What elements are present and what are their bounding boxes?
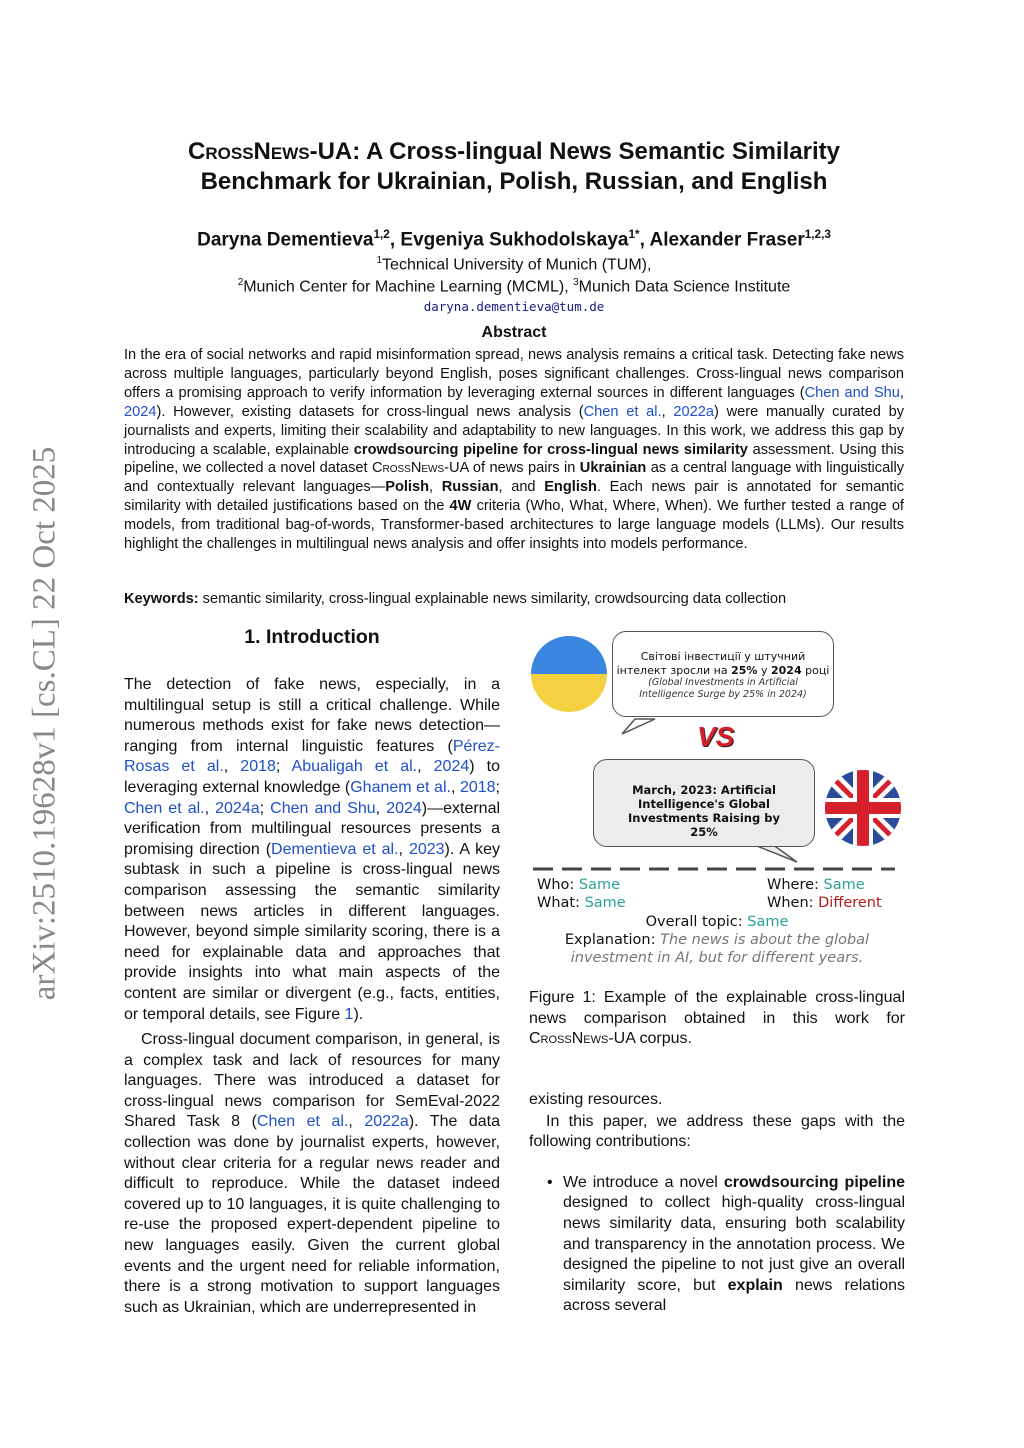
- affiliation-2: [100, 277, 928, 296]
- text-run: -UA corpus.: [608, 1030, 692, 1048]
- text-run: -UA of news pairs in: [444, 460, 580, 477]
- who-value: Same: [578, 877, 621, 893]
- text-run: ). However, existing datasets for cross-lingual news analysis (: [156, 403, 584, 420]
- text-run: ,: [204, 799, 216, 817]
- author-sup: 1,2: [373, 228, 390, 241]
- text-run: Figure 1: Example of the explainable cross-lingual news comparison obtained in this work for: [529, 989, 905, 1027]
- section-heading-introduction: 1. Introduction: [244, 626, 380, 648]
- text-run: , and: [498, 479, 545, 496]
- author-sep: ,: [389, 229, 401, 251]
- title-name: CrossNews: [188, 138, 310, 165]
- uk-headline-line1: Світові інвестиції у штучний: [640, 650, 806, 663]
- t: інтелект зросли на: [616, 663, 732, 677]
- author-sup: 1*: [628, 228, 640, 241]
- text-run: ,: [661, 403, 674, 420]
- what-label: What:: [537, 895, 580, 911]
- text-run: Ukrainian: [579, 460, 647, 477]
- citation-link[interactable]: 2024a: [215, 799, 260, 817]
- text-run: ,: [348, 1113, 365, 1131]
- aff-text: Munich Data Science Institute: [578, 278, 791, 296]
- arxiv-identifier: arXiv:2510.19628v1 [cs.CL] 22 Oct 2025: [26, 446, 63, 1001]
- title-line2: Benchmark for Ukrainian, Polish, Russian, and English: [200, 168, 828, 195]
- text-run: English: [544, 479, 597, 496]
- uk-translation: (Global Investments in Artificial Intelligence Surge by 25% in 2024): [639, 677, 807, 700]
- text-run: Russian: [441, 479, 499, 496]
- text-run: assessment. Using this pipeline, we collected a novel dataset: [124, 441, 905, 477]
- text-run: criteria (Who, What, Where, When). We further tested a range of models, from traditional bag-of-words, Transformer-based architectures to large language models (LLMs). Our results highlight the challenges in multilingual news analysis and offer insights into models performance.: [124, 498, 904, 553]
- authors: [100, 228, 928, 251]
- citation-link[interactable]: 2023: [408, 840, 445, 858]
- uk-headline-line2: [613, 664, 833, 678]
- ukrainian-news-bubble: [612, 631, 834, 717]
- topic-label: Overall topic:: [645, 914, 743, 930]
- citation-link[interactable]: Chen and Shu: [804, 384, 900, 401]
- uk-flag-icon: [823, 768, 903, 848]
- text-run: ,: [375, 799, 387, 817]
- t: 2024: [770, 663, 802, 677]
- text-run: CrossNews: [529, 1030, 609, 1048]
- figure-1: [527, 628, 907, 973]
- text-run: ) were manually curated by journalists and experts, limiting their scalability and adaptability to new languages. In this work, we address this gap by introducing a scalable, explainable: [124, 403, 905, 458]
- en-headline: March, 2023: Artificial Intelligence's Global Investments Raising by 25%: [628, 783, 780, 839]
- text-run: ;: [259, 799, 271, 817]
- text-run: ). A key subtask in such a pipeline is cross-lingual news comparison assessing the semantic similarity between news articles in different languages. However, beyond simple similarity scoring, there is a need for explainable data and approaches that provide insights into what main aspects of the content are similar or divergent (e.g., facts, entities, or temporal details, see Figure: [124, 840, 500, 1023]
- right-column-body: [529, 1090, 905, 1317]
- citation-link[interactable]: Ghanem et al.: [350, 778, 451, 796]
- text-run: crowdsourcing pipeline: [723, 1173, 905, 1191]
- figure-caption: [529, 988, 905, 1050]
- t: році: [801, 663, 830, 677]
- text-run: We introduce a novel: [563, 1173, 724, 1191]
- keywords: [124, 591, 914, 607]
- what-value: Same: [584, 895, 626, 911]
- author-email[interactable]: daryna.dementieva@tum.de: [423, 299, 605, 314]
- citation-link[interactable]: Chen et al.: [256, 1113, 349, 1131]
- title-text: -UA: A Cross-lingual News Semantic Similarity: [309, 138, 840, 165]
- citation-link[interactable]: 2022a: [673, 403, 714, 420]
- text-run: Cross-lingual document comparison, in general, is a complex task and lack of resources for many languages. There was introduced a dataset for cross-lingual news comparison for SemEval-2022 Shared Task 8 (: [124, 1031, 500, 1131]
- text-run: ). The data collection was done by journalist experts, however, without clear criteria for a regular news reader and difficult to reproduce. While the dataset indeed covered up to 10 languages, it is quite challenging to re-use the proposed expert-dependent pipeline to new languages easily. Given the current global events and the urgent need for reliable information, there is a strong motivation to support languages such as Ukrainian, which are underrepresented in: [124, 1113, 501, 1316]
- paragraph: [124, 1030, 500, 1318]
- citation-link[interactable]: 2022a: [364, 1113, 409, 1131]
- explanation-text: The news is about the global investment in AI, but for different years.: [570, 932, 870, 966]
- aff-sup: 3: [573, 277, 579, 288]
- keywords-text: semantic similarity, cross-lingual explainable news similarity, crowdsourcing data collection: [198, 591, 787, 607]
- text-run: as a central language with linguistically and contextually relevant languages—: [124, 460, 904, 496]
- citation-link[interactable]: 2024: [386, 799, 422, 817]
- ukraine-flag-icon: [527, 628, 617, 724]
- citation-link[interactable]: Chen and Shu: [270, 799, 376, 817]
- aff-sup: 1: [376, 255, 383, 266]
- where-label: Where:: [767, 877, 819, 893]
- text-run: 4W: [449, 498, 472, 515]
- text-run: news relations across several: [563, 1276, 906, 1315]
- bubble-tail: [622, 719, 655, 734]
- citation-link[interactable]: Dementieva et al.: [271, 840, 399, 858]
- aff-text: Technical University of Munich (TUM),: [382, 256, 652, 274]
- citation-link[interactable]: 2018: [459, 778, 496, 796]
- text-run: crowdsourcing pipeline for cross-lingual news similarity: [353, 441, 748, 458]
- text-run: ,: [417, 758, 434, 776]
- citation-link[interactable]: Abualigah et al.: [291, 758, 418, 776]
- text-run: ,: [899, 384, 904, 401]
- list-item-text: [563, 1174, 905, 1315]
- text-run: CrossNews: [371, 460, 445, 477]
- author-name: Alexander Fraser: [649, 229, 805, 251]
- english-news-bubble: [593, 759, 815, 847]
- when-value: Different: [818, 895, 882, 911]
- citation-link[interactable]: Chen et al.: [124, 799, 205, 817]
- text-run: )—external verification from multilingual resources presents a promising direction (: [124, 799, 501, 858]
- text-run: ) to leveraging external knowledge (: [124, 758, 501, 796]
- text-run: ;: [495, 778, 500, 796]
- text-run: explain: [727, 1276, 783, 1294]
- author-name: Daryna Dementieva: [197, 229, 374, 251]
- affiliation-1: [100, 255, 928, 274]
- who-label: Who:: [537, 877, 575, 893]
- text-run: The detection of fake news, especially, in a multilingual setup is still a critical challenge. While numerous methods exist for fake news detection—ranging from internal linguistic features (: [124, 676, 500, 755]
- introduction-body: [124, 675, 500, 1318]
- text-run: . Each news pair is annotated for semantic similarity with detailed justifications based on the: [124, 479, 905, 515]
- text-run: ,: [450, 778, 460, 796]
- t: у: [757, 663, 771, 677]
- author-name: Evgeniya Sukhodolskaya: [400, 229, 629, 251]
- where-value: Same: [823, 877, 865, 893]
- list-item: [547, 1173, 906, 1317]
- citation-link[interactable]: 2024: [124, 403, 157, 420]
- text-run: Polish: [385, 479, 430, 496]
- explanation-label: Explanation:: [564, 932, 656, 948]
- paragraph: [124, 675, 500, 1025]
- citation-link[interactable]: Chen et al.: [583, 403, 662, 420]
- vs-label: VS: [697, 721, 735, 752]
- aff-sup: 2: [237, 277, 244, 288]
- paragraph-continuation: existing resources.: [529, 1091, 663, 1108]
- paper-title: [100, 137, 928, 197]
- t: 25%: [731, 663, 758, 677]
- topic-value: Same: [747, 914, 789, 930]
- author-sup: 1,2,3: [804, 228, 831, 241]
- 4w-results: [537, 876, 897, 967]
- abstract-text: [124, 346, 904, 554]
- citation-link[interactable]: 2024: [433, 758, 470, 776]
- citation-link[interactable]: Pérez-Rosas et al.: [124, 737, 500, 776]
- bullet: •: [547, 1173, 553, 1191]
- text-run: ,: [429, 479, 442, 496]
- citation-link[interactable]: 2018: [240, 758, 276, 776]
- author-sep: ,: [639, 229, 650, 251]
- text-run: ;: [275, 758, 292, 776]
- text-run: ,: [398, 840, 409, 858]
- contributions-list: [529, 1173, 905, 1317]
- abstract-heading: Abstract: [481, 324, 547, 341]
- aff-text: Munich Center for Machine Learning (MCML),: [243, 278, 574, 296]
- keywords-label: Keywords:: [124, 591, 199, 607]
- paragraph: In this paper, we address these gaps with the following contributions:: [529, 1112, 905, 1151]
- text-run: ,: [223, 758, 241, 776]
- text-run: ).: [353, 1005, 364, 1023]
- citation-link[interactable]: 1: [344, 1005, 354, 1023]
- text-run: designed to collect high-quality cross-lingual news similarity data, ensuring both scalability and transparency in the annotation process. We designed the pipeline to not just give an overall similarity score, but: [563, 1194, 905, 1294]
- when-label: When:: [767, 895, 814, 911]
- text-run: In the era of social networks and rapid misinformation spread, news analysis remains a critical task. Detecting fake news across multiple languages, particularly beyond English, poses significant challenges. Cross-lingual news comparison offers a promising approach to verify information by leveraging external sources in different languages (: [124, 347, 904, 401]
